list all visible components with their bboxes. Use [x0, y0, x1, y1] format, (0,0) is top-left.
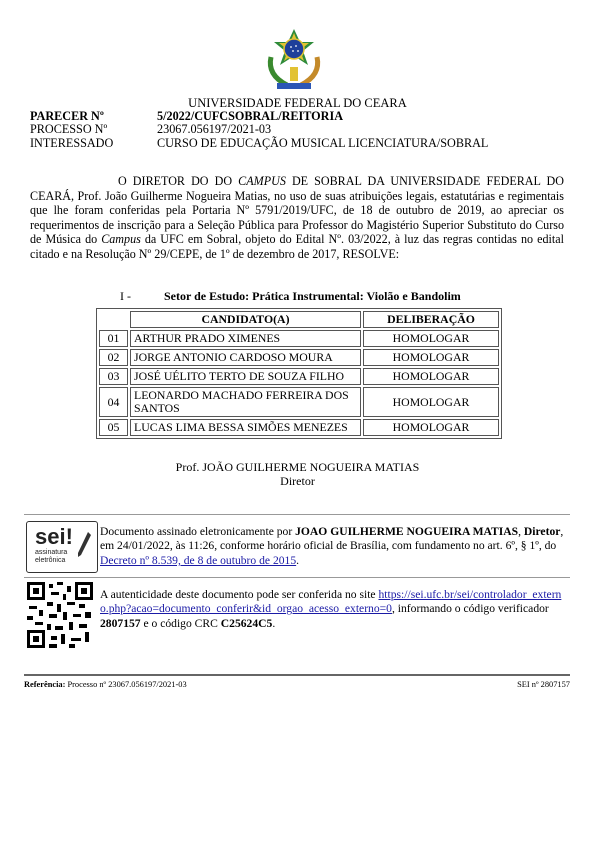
header-deliberation: DELIBERAÇÃO	[363, 311, 499, 328]
reference-value: Processo nº 23067.056197/2021-03	[65, 680, 187, 689]
signer-name: Prof. JOÃO GUILHERME NOGUEIRA MATIAS	[175, 460, 420, 474]
sign-text-4: .	[296, 553, 300, 567]
processo-label: PROCESSO Nº	[30, 122, 108, 137]
decree-link[interactable]: Decreto nº 8.539, de 8 de outubro de 2015	[100, 553, 297, 567]
verification-link[interactable]: https://sei.ufc.br/sei/controlador_externo.php?acao=documento_conferir&id_orgao_acesso_externo=0	[100, 588, 562, 616]
table-row	[99, 387, 499, 417]
intro-campus-2: Campus	[101, 232, 141, 247]
section-heading	[120, 289, 461, 304]
section-number: I -	[120, 289, 131, 303]
brazil-coat-of-arms-icon	[263, 27, 325, 93]
footer-divider	[24, 674, 570, 676]
intro-text-1: O DIRETOR DO DO	[118, 174, 239, 188]
deliberation: HOMOLOGAR	[363, 368, 499, 385]
sei-logo-caption: assinatura eletrônica	[35, 549, 68, 564]
table-row	[99, 349, 499, 366]
verifier-code: 2807157	[100, 616, 141, 630]
sign-signer: JOAO GUILHERME NOGUEIRA MATIAS	[295, 525, 519, 538]
row-number: 02	[99, 349, 128, 366]
parecer-value: 5/2022/CUFCSOBRAL/REITORIA	[157, 109, 344, 123]
interessado-value: CURSO DE EDUCAÇÃO MUSICAL LICENCIATURA/SOBRAL	[157, 135, 489, 150]
candidate-name: JOSÉ UÉLITO TERTO DE SOUZA FILHO	[130, 368, 361, 385]
intro-campus-1: CAMPUS	[238, 174, 286, 188]
row-number: 03	[99, 368, 128, 385]
reference-label: Referência:	[24, 680, 66, 689]
crc-code: C25624C5	[220, 616, 273, 630]
sign-text-2: ,	[518, 525, 524, 538]
sign-role: Diretor	[523, 525, 561, 538]
processo-row	[30, 123, 488, 136]
auth-text-4: .	[272, 616, 276, 630]
table-header-row	[99, 311, 499, 328]
deliberation: HOMOLOGAR	[363, 349, 499, 366]
intro-text-3: da UFC em Sobral, objeto do Edital Nº. 03/2022, à luz das regras contidas no edital citado e na Resolução Nº 29/CEPE, de 1º de dezembro de 2017, RESOLVE:	[30, 232, 564, 261]
auth-text-2: , informando o código verificador	[391, 602, 549, 616]
intro-text-2: DE SOBRAL DA UNIVERSIDADE FEDERAL DO CEARÁ, Prof. João Guilherme Nogueira Matias, no uso de suas atribuições legais, estatutárias e regimentais que lhe foram conferidas pela Portaria Nº 5791/2019/UFC, de 18 de outubro de 2019, ao apreciar os requerimentos de inscrição para a Seleção Pública para Professor do Magistério Superior Substituto do Curso de Música do	[30, 174, 564, 247]
signer-role: Diretor	[280, 474, 315, 488]
qr-code-icon	[27, 582, 93, 648]
auth-text-3: e o código CRC	[140, 616, 221, 630]
sei-logo-icon: sei!	[35, 524, 73, 549]
authenticity-statement	[100, 588, 565, 631]
section-title: Setor de Estudo: Prática Instrumental: Violão e Bandolim	[164, 289, 461, 303]
table-header-blank	[99, 311, 128, 328]
university-name: UNIVERSIDADE FEDERAL DO CEARA	[188, 96, 407, 110]
deliberation: HOMOLOGAR	[363, 387, 499, 417]
interessado-row	[30, 137, 488, 150]
intro-paragraph	[30, 174, 564, 262]
candidate-name: LEONARDO MACHADO FERREIRA DOS SANTOS	[130, 387, 361, 417]
document-header	[30, 110, 488, 150]
signature-statement	[100, 525, 565, 568]
candidates-table	[96, 308, 502, 439]
candidate-name: JORGE ANTONIO CARDOSO MOURA	[130, 349, 361, 366]
footer-sei-number: SEI nº 2807157	[517, 680, 570, 689]
table-row	[99, 419, 499, 436]
parecer-row	[30, 110, 488, 123]
pen-icon	[76, 530, 92, 560]
row-number: 04	[99, 387, 128, 417]
divider	[24, 577, 570, 578]
page-footer	[24, 680, 570, 689]
processo-value: 23067.056197/2021-03	[157, 122, 272, 137]
auth-text-1: A autenticidade deste documento pode ser conferida no site	[100, 588, 379, 601]
table-row	[99, 330, 499, 347]
sei-signature-seal	[26, 521, 98, 573]
sign-text-3: , em 24/01/2022, às 11:26, conforme horário oficial de Brasília, com fundamento no art. 6º, § 1º, do	[100, 525, 564, 553]
candidate-name: LUCAS LIMA BESSA SIMÕES MENEZES	[130, 419, 361, 436]
deliberation: HOMOLOGAR	[363, 419, 499, 436]
row-number: 01	[99, 330, 128, 347]
header-candidate: CANDIDATO(A)	[130, 311, 361, 328]
signature-block	[0, 460, 595, 488]
deliberation: HOMOLOGAR	[363, 330, 499, 347]
interessado-label: INTERESSADO	[30, 135, 114, 150]
table-row	[99, 368, 499, 385]
sign-text-1: Documento assinado eletronicamente por	[100, 525, 296, 538]
candidate-name: ARTHUR PRADO XIMENES	[130, 330, 361, 347]
footer-reference	[24, 680, 187, 689]
parecer-label: PARECER Nº	[30, 109, 104, 123]
divider	[24, 514, 570, 515]
row-number: 05	[99, 419, 128, 436]
